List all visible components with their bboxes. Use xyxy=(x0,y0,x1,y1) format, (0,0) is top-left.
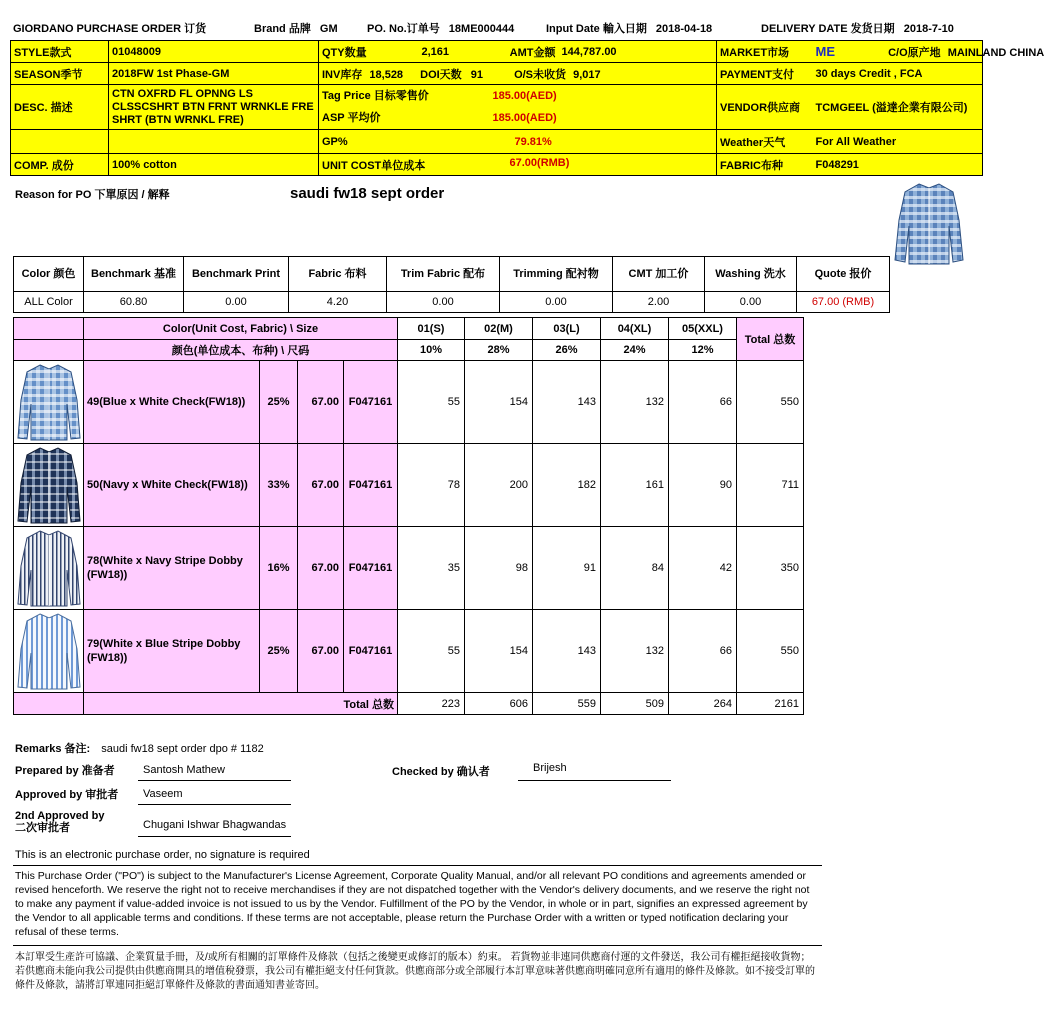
size-header-m: 02(M) xyxy=(465,318,533,340)
color-fabric: F047161 xyxy=(344,610,398,693)
cost-value-benchmark: 60.80 xyxy=(84,292,184,313)
size-header-xxl: 05(XXL) xyxy=(669,318,737,340)
delivery-date-field xyxy=(761,20,954,36)
season-label: SEASON季节 xyxy=(11,63,109,85)
po-label: PO. No.订单号 xyxy=(367,23,440,35)
color-name: 79(White x Blue Stripe Dobby (FW18)) xyxy=(84,610,260,693)
grid-corner xyxy=(14,693,84,715)
vendor-label: VENDOR供应商 xyxy=(717,85,813,130)
qty-m: 154 xyxy=(465,361,533,444)
color-fabric: F047161 xyxy=(344,527,398,610)
size-header-s: 01(S) xyxy=(398,318,465,340)
totals-row xyxy=(14,693,804,715)
desc-label: DESC. 描述 xyxy=(11,85,109,130)
color-unit-cost: 67.00 xyxy=(298,527,344,610)
row-total: 350 xyxy=(737,527,804,610)
divider xyxy=(13,945,822,946)
total-header: Total 总数 xyxy=(737,318,804,361)
payment-label: PAYMENT支付 xyxy=(717,63,813,85)
po-number-field xyxy=(367,20,514,36)
empty-cell xyxy=(11,130,109,154)
qty-m: 154 xyxy=(465,610,533,693)
table-row xyxy=(14,361,804,444)
size-header-l: 03(L) xyxy=(533,318,601,340)
color-unit-cost: 67.00 xyxy=(298,444,344,527)
remarks-value: saudi fw18 sept order dpo # 1182 xyxy=(101,743,264,755)
reason-label: Reason for PO 下單原因 / 解释 xyxy=(15,189,170,201)
prepared-label: Prepared by 准备者 xyxy=(15,765,115,777)
cost-breakdown-table xyxy=(13,256,890,313)
second-approved-label xyxy=(15,810,104,834)
season-value: 2018FW 1st Phase-GM xyxy=(109,63,319,85)
color-name: 78(White x Navy Stripe Dobby (FW18)) xyxy=(84,527,260,610)
qty-s: 55 xyxy=(398,361,465,444)
total-l: 559 xyxy=(533,693,601,715)
blue-check-shirt-image xyxy=(16,362,82,442)
prepared-value: Santosh Mathew xyxy=(143,764,225,776)
unit-cost-value: 67.00(RMB) xyxy=(509,156,570,169)
blue-stripe-shirt-image xyxy=(16,611,82,691)
market-origin xyxy=(813,41,1044,63)
cost-value-trimming: 0.00 xyxy=(500,292,613,313)
ratio-l: 26% xyxy=(533,340,601,361)
origin-value: MAINLAND CHINA xyxy=(947,46,1044,59)
inventory-cell xyxy=(319,63,717,85)
checked-value: Brijesh xyxy=(533,762,567,774)
unit-cost-label: UNIT COST单位成本 xyxy=(322,159,426,172)
ratio-s: 10% xyxy=(398,340,465,361)
signature-line xyxy=(138,780,291,781)
grid-title-zh: 颜色(单位成本、布种) \ 尺码 xyxy=(84,340,398,361)
signature-line xyxy=(518,780,671,781)
cost-value-benchmark-print: 0.00 xyxy=(184,292,289,313)
inv-value: 18,528 xyxy=(369,68,404,81)
remarks xyxy=(15,740,264,756)
tag-price-value: 185.00(AED) xyxy=(492,90,557,102)
desc-value: CTN OXFRD FL OPNNG LS CLSSCSHRT BTN FRNT WRNKLE FRE SHRT (BTN WRNKL FRE) xyxy=(109,85,319,130)
input-date-label: Input Date 輸入日期 xyxy=(546,23,647,35)
qty-xl: 132 xyxy=(601,610,669,693)
cost-value-quote: 67.00 (RMB) xyxy=(797,292,890,313)
cost-value-color: ALL Color xyxy=(14,292,84,313)
table-row xyxy=(14,610,804,693)
approved-value: Vaseem xyxy=(143,788,183,800)
payment-value: 30 days Credit , FCA xyxy=(813,63,983,85)
cost-header-benchmark-print: Benchmark Print xyxy=(184,257,289,292)
gp-cell xyxy=(319,130,717,154)
color-swatch-cell xyxy=(14,527,84,610)
qty-s: 78 xyxy=(398,444,465,527)
total-xl: 509 xyxy=(601,693,669,715)
asp-value: 185.00(AED) xyxy=(492,112,557,124)
qty-xxl: 66 xyxy=(669,361,737,444)
qty-value: 2,161 xyxy=(419,41,491,63)
color-name: 50(Navy x White Check(FW18)) xyxy=(84,444,260,527)
color-swatch-cell xyxy=(14,610,84,693)
cost-header-color: Color 颜色 xyxy=(14,257,84,292)
total-m: 606 xyxy=(465,693,533,715)
price-cell xyxy=(319,85,717,130)
os-value: 9,017 xyxy=(573,68,601,81)
legal-terms-en: This Purchase Order ("PO") is subject to the Manufacturer's License Agreement, Corporate Quality Manual, and/or all relevant PO conditions and agreements amended or revised henceforth. We reserve the right not to receive merchandises if they are not dispatched together with the Vendor's delivery documents, and we reserve the right not to make any payment if value-added invoice is not issued to us by the Vendor. Fulfillment of the PO by the Vendor, in whole or in part, signifies an expressed agreement by the Vendor to all applicable terms and conditions. If these terms are not acceptable, please return the Purchase Order with a written or typed notification declaring your refusal of these terms. xyxy=(15,870,810,938)
grid-title-en: Color(Unit Cost, Fabric) \ Size xyxy=(84,318,398,340)
comp-value: 100% cotton xyxy=(109,154,319,176)
qty-xl: 132 xyxy=(601,361,669,444)
empty-cell xyxy=(109,130,319,154)
cost-header-benchmark: Benchmark 基准 xyxy=(84,257,184,292)
vendor-value: TCMGEEL (溢達企業有限公司) xyxy=(813,85,983,130)
cost-header-washing: Washing 洗水 xyxy=(705,257,797,292)
second-approved-label-en: 2nd Approved by xyxy=(15,810,105,822)
market-label: MARKET市场 xyxy=(717,41,813,63)
second-approved-value: Chugani Ishwar Bhagwandas xyxy=(143,819,287,831)
color-name: 49(Blue x White Check(FW18)) xyxy=(84,361,260,444)
cost-header-trimming: Trimming 配衬物 xyxy=(500,257,613,292)
amt-value: 144,787.00 xyxy=(559,41,717,63)
reason-value: saudi fw18 sept order xyxy=(290,185,445,202)
cost-header-fabric: Fabric 布料 xyxy=(289,257,387,292)
comp-label: COMP. 成份 xyxy=(11,154,109,176)
color-ratio: 33% xyxy=(260,444,298,527)
po-info-table xyxy=(10,40,1044,176)
delivery-date-value: 2018-7-10 xyxy=(903,23,954,35)
fabric-label: FABRIC布种 xyxy=(717,154,813,176)
grid-corner xyxy=(14,318,84,340)
brand-label: Brand 品牌 xyxy=(254,23,311,35)
color-unit-cost: 67.00 xyxy=(298,610,344,693)
doi-label: DOI天数 xyxy=(420,68,462,81)
brand-value: GM xyxy=(319,23,338,35)
qty-l: 143 xyxy=(533,610,601,693)
navy-stripe-shirt-image xyxy=(16,528,82,608)
input-date-field xyxy=(546,20,712,36)
cost-value-trim-fabric: 0.00 xyxy=(387,292,500,313)
origin-label: C/O原产地 xyxy=(888,46,941,59)
amt-label: AMT金额 xyxy=(491,41,559,63)
ratio-m: 28% xyxy=(465,340,533,361)
qty-xxl: 90 xyxy=(669,444,737,527)
electronic-notice: This is an electronic purchase order, no signature is required xyxy=(15,849,310,861)
row-total: 550 xyxy=(737,610,804,693)
gp-label: GP% xyxy=(322,135,348,148)
fabric-value: F048291 xyxy=(813,154,983,176)
color-fabric: F047161 xyxy=(344,361,398,444)
qty-xl: 84 xyxy=(601,527,669,610)
remarks-label: Remarks 备注: xyxy=(15,743,91,755)
ratio-xl: 24% xyxy=(601,340,669,361)
doi-value: 91 xyxy=(470,68,483,81)
gp-value: 79.81% xyxy=(514,135,552,148)
color-ratio: 25% xyxy=(260,610,298,693)
brand-field xyxy=(254,20,338,36)
total-xxl: 264 xyxy=(669,693,737,715)
po-title: GIORDANO PURCHASE ORDER 订货 xyxy=(13,23,207,35)
legal-terms-zh: 本訂單受生產許可協議、企業質量手冊，及/或所有相關的訂單條件及條款（包括之後變更或修訂的版本）約束。 若貨物並非連同供應商付運的文件發送，我公司有權拒絕接收貨物；若供應商未能向我公司提供由供應商開具的增值稅發票，我公司有權拒絕支付任何貨款。供應商部分或全部履行本訂單意味著供應商明確同意所有適用的條件及條款。如不接受訂單的條件及條款，請將訂單連同拒絕訂單條件及條款的書面通知書並寄回。 xyxy=(15,952,815,991)
ratio-xxl: 12% xyxy=(669,340,737,361)
grand-total: 2161 xyxy=(737,693,804,715)
cost-header-quote: Quote 报价 xyxy=(797,257,890,292)
qty-xxl: 42 xyxy=(669,527,737,610)
qty-l: 182 xyxy=(533,444,601,527)
size-header-xl: 04(XL) xyxy=(601,318,669,340)
signature-line xyxy=(138,836,291,837)
totals-label: Total 总数 xyxy=(84,693,398,715)
weather-label: Weather天气 xyxy=(717,130,813,154)
size-quantity-table xyxy=(13,317,804,715)
second-approved-label-zh: 二次审批者 xyxy=(15,822,70,834)
qty-s: 55 xyxy=(398,610,465,693)
table-row xyxy=(14,444,804,527)
checked-label: Checked by 确认者 xyxy=(392,766,490,778)
row-total: 711 xyxy=(737,444,804,527)
qty-s: 35 xyxy=(398,527,465,610)
product-shirt-image xyxy=(893,180,965,266)
qty-l: 91 xyxy=(533,527,601,610)
unit-cost-cell xyxy=(319,154,717,176)
cost-header-cmt: CMT 加工价 xyxy=(613,257,705,292)
navy-check-shirt-image xyxy=(16,445,82,525)
market-value: ME xyxy=(815,43,835,59)
color-unit-cost: 67.00 xyxy=(298,361,344,444)
color-fabric: F047161 xyxy=(344,444,398,527)
signature-line xyxy=(138,804,291,805)
weather-value: For All Weather xyxy=(813,130,983,154)
qty-xxl: 66 xyxy=(669,610,737,693)
qty-m: 98 xyxy=(465,527,533,610)
qty-m: 200 xyxy=(465,444,533,527)
color-swatch-cell xyxy=(14,444,84,527)
qty-xl: 161 xyxy=(601,444,669,527)
cost-value-washing: 0.00 xyxy=(705,292,797,313)
cost-value-fabric: 4.20 xyxy=(289,292,387,313)
row-total: 550 xyxy=(737,361,804,444)
color-ratio: 25% xyxy=(260,361,298,444)
input-date-value: 2018-04-18 xyxy=(655,23,713,35)
cost-header-trim-fabric: Trim Fabric 配布 xyxy=(387,257,500,292)
approved-label: Approved by 审批者 xyxy=(15,789,119,801)
cost-value-cmt: 2.00 xyxy=(613,292,705,313)
qty-l: 143 xyxy=(533,361,601,444)
qty-label: QTY数量 xyxy=(319,41,419,63)
po-value: 18ME000444 xyxy=(448,23,515,35)
inv-label: INV库存 xyxy=(322,68,363,81)
tag-price-label: Tag Price 目标零售价 xyxy=(322,90,429,102)
table-row xyxy=(14,527,804,610)
color-swatch-cell xyxy=(14,361,84,444)
os-label: O/S未收货 xyxy=(514,68,567,81)
style-label: STYLE款式 xyxy=(11,41,109,63)
grid-corner xyxy=(14,340,84,361)
asp-label: ASP 平均价 xyxy=(322,112,381,124)
divider xyxy=(13,865,822,866)
style-value: 01048009 xyxy=(109,41,319,63)
total-s: 223 xyxy=(398,693,465,715)
color-ratio: 16% xyxy=(260,527,298,610)
delivery-date-label: DELIVERY DATE 发货日期 xyxy=(761,23,895,35)
